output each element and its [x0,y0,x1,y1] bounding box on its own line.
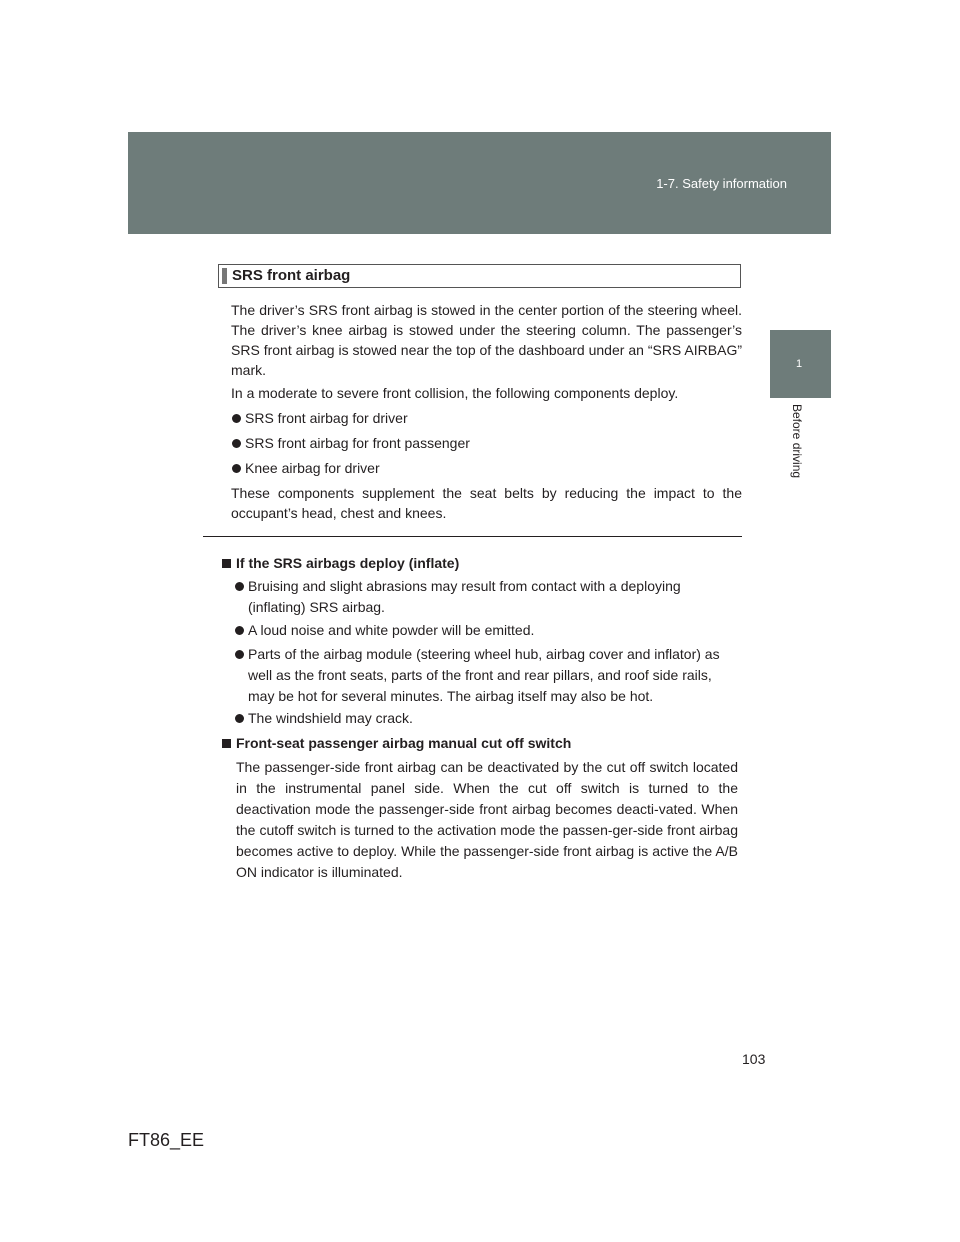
deploy-heading-text: If the SRS airbags deploy (inflate) [236,555,460,571]
section-title: SRS front airbag [232,267,351,284]
deploy-item-text: The windshield may crack. [248,710,413,726]
bullet-icon [235,626,244,635]
deploy-item-text: Parts of the airbag module (steering wheel hub, airbag cover and inflator) as well as the front seats, parts of the front and rear pillars, and roof side rails, may be hot for several minutes. The airbag itself may also be hot. [248,646,720,704]
section-intro [231,300,742,380]
component-label: Knee airbag for driver [245,460,380,476]
divider-line [203,536,742,537]
section-heading-box [218,264,741,288]
document-code: FT86_EE [128,1130,205,1150]
component-item [232,408,408,428]
page-number: 103 [742,1051,766,1067]
bullet-icon [232,414,241,423]
square-bullet-icon [222,559,231,568]
cutoff-heading [222,733,571,753]
header-band [128,132,831,234]
deploy-item [235,644,740,704]
cutoff-paragraph: The passenger-side front airbag can be deactivated by the cut off switch located in the instrumental panel side. When the cut off switch is turned to the deactivation mode the passenger-side front airbag becomes deacti-vated. When the cutoff switch is turned to the activation mode the passen-ger-side front airbag becomes active to deploy. While the passenger-side front airbag is active the A/B ON indicator is illuminated. [236,759,738,880]
header-section-title: 1-7. Safety information [656,176,787,191]
collision-paragraph: In a moderate to severe front collision, the following components deploy. [231,385,679,401]
supplement-block [231,483,742,523]
bullet-icon [235,714,244,723]
deploy-item-text: Bruising and slight abrasions may result from contact with a deploying (inflating) SRS airbag. [248,578,681,615]
deploy-item [235,708,740,729]
bullet-icon [235,650,244,659]
deploy-item-text: A loud noise and white powder will be emitted. [248,622,535,638]
section-heading-bar [222,268,227,284]
cutoff-heading-text: Front-seat passenger airbag manual cut off switch [236,735,572,751]
intro-paragraph: The driver’s SRS front airbag is stowed in the center portion of the steering wheel. The driver’s knee airbag is stowed under the steering column. The passenger’s SRS front airbag is stowed near the top of the dashboard under an “SRS AIRBAG” mark. [231,302,742,378]
supplement-paragraph: These components supplement the seat belts by reducing the impact to the occupant’s head, chest and knees. [231,485,742,521]
component-item [232,458,380,478]
bullet-icon [232,464,241,473]
chapter-tab [770,330,831,398]
chapter-title: Before driving [790,404,804,479]
component-label: SRS front airbag for driver [245,410,408,426]
component-item [232,433,470,453]
deploy-item [235,576,740,615]
bullet-icon [235,582,244,591]
component-label: SRS front airbag for front passenger [245,435,470,451]
deploy-heading [222,553,459,573]
bullet-icon [232,439,241,448]
deploy-item [235,620,740,641]
chapter-number: 1 [796,358,803,370]
square-bullet-icon [222,739,231,748]
